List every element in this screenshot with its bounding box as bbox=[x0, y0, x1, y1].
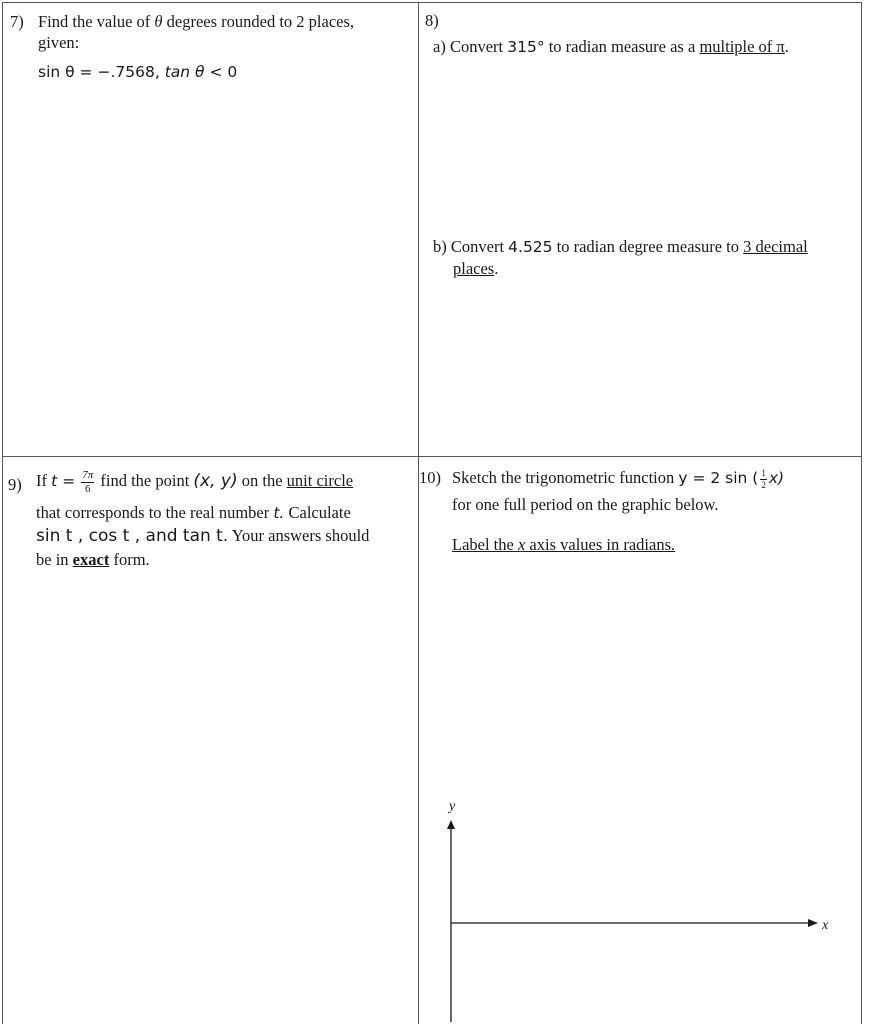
x-axis-arrow-icon bbox=[808, 919, 818, 927]
question-9-number: 9) bbox=[8, 475, 22, 494]
q7-text-part: degrees rounded to 2 places, bbox=[166, 12, 355, 31]
question-9-cell bbox=[2, 457, 418, 1024]
y-axis-label: y bbox=[449, 799, 456, 814]
q7-eq-cond: < 0 bbox=[209, 63, 238, 81]
question-9-line1 bbox=[36, 461, 416, 501]
right-border bbox=[861, 2, 862, 1024]
q7-theta: θ bbox=[154, 12, 163, 31]
q9-t-eq: t = bbox=[51, 472, 76, 490]
q8a-end: . bbox=[784, 37, 789, 56]
q9-exact: exact bbox=[72, 550, 110, 569]
q10-label-b: axis values in radians. bbox=[529, 535, 676, 554]
q8b-places: places bbox=[453, 259, 495, 278]
q8b-end: . bbox=[494, 259, 499, 278]
q10-label-a: Label the bbox=[452, 535, 514, 554]
question-10-number: 10) bbox=[419, 468, 441, 487]
q7-given: given: bbox=[38, 33, 80, 52]
q8a-value: 315° bbox=[507, 38, 545, 56]
q10-frac-num: 1 bbox=[761, 467, 766, 478]
q9-if: If bbox=[36, 471, 47, 490]
question-7-number: 7) bbox=[10, 12, 24, 31]
q9-trig: sin t , cos t , and tan t. bbox=[36, 526, 229, 546]
q9-line4b: form. bbox=[113, 550, 150, 569]
q9-line4a: be in bbox=[36, 550, 69, 569]
x-axis-label: x bbox=[822, 918, 829, 933]
question-7-text bbox=[38, 11, 408, 53]
q7-eq-tan: tan θ bbox=[164, 63, 205, 81]
question-8b-text bbox=[433, 236, 858, 279]
q10-y-eq: y = 2 sin ( bbox=[678, 469, 759, 487]
q9-find: find the point bbox=[100, 471, 190, 490]
q9-line3b: Your answers should bbox=[231, 526, 370, 545]
question-7-equation bbox=[38, 62, 237, 83]
question-8-number: 8) bbox=[425, 11, 439, 30]
question-9-line3 bbox=[36, 525, 416, 547]
q10-x-close: x) bbox=[768, 469, 785, 487]
question-8-cell bbox=[419, 2, 861, 456]
y-axis-arrow-icon bbox=[447, 820, 455, 829]
q7-eq-sin: sin θ = −.7568, bbox=[38, 63, 160, 81]
q9-t-var: t. bbox=[273, 504, 285, 522]
q10-line2: for one full period on the graphic below. bbox=[452, 495, 719, 514]
q8a-prefix: a) Convert bbox=[433, 37, 504, 56]
q9-fraction bbox=[81, 470, 94, 495]
q10-label-x: x bbox=[517, 535, 526, 554]
q8b-mid: to radian degree measure to bbox=[556, 237, 739, 256]
q9-point: (x, y) bbox=[193, 471, 238, 491]
q9-on-the: on the bbox=[241, 471, 283, 490]
q8b-value: 4.525 bbox=[508, 238, 553, 256]
question-9-line4 bbox=[36, 549, 416, 570]
axes-graphic bbox=[419, 457, 861, 1024]
question-8a-text bbox=[433, 36, 853, 58]
q8a-mid: to radian measure as a bbox=[548, 37, 696, 56]
q7-text-part: Find the value of bbox=[38, 12, 151, 31]
question-10-cell bbox=[419, 457, 861, 1024]
q8b-prefix: b) Convert bbox=[433, 237, 505, 256]
q10-frac-den: 2 bbox=[761, 479, 766, 490]
q9-line2b: Calculate bbox=[288, 503, 351, 522]
q9-frac-den: 6 bbox=[85, 482, 91, 495]
q9-frac-num: 7π bbox=[82, 468, 94, 481]
q9-line2a: that corresponds to the real number bbox=[36, 503, 270, 522]
q8a-multiple-of-pi: multiple of π bbox=[699, 37, 785, 56]
question-7-cell bbox=[2, 2, 418, 456]
question-9-line2 bbox=[36, 502, 416, 524]
q8b-decimal: 3 decimal bbox=[743, 237, 808, 256]
q10-line1a: Sketch the trigonometric function bbox=[452, 468, 675, 487]
q9-unit-circle: unit circle bbox=[286, 471, 354, 490]
